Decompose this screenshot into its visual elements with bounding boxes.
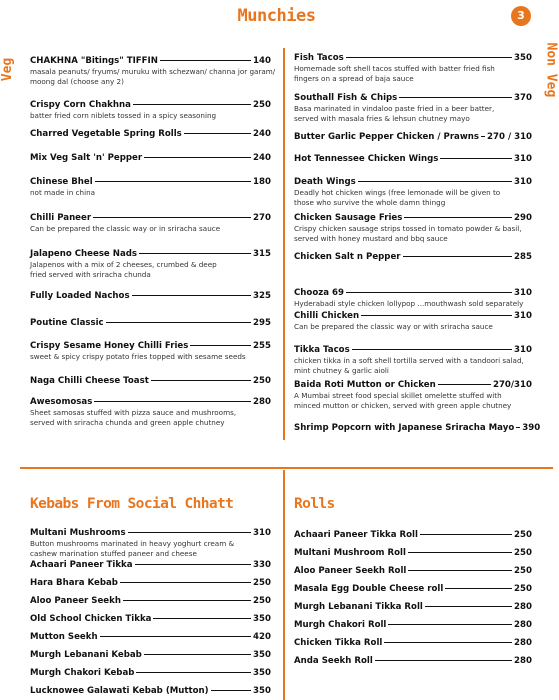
menu-item-description: Can be prepared the classic way or in sriracha sauce <box>30 224 221 233</box>
menu-item <box>294 154 532 164</box>
menu-item-description: cashew marination stuffed paneer and cheese <box>30 549 197 558</box>
leader-line <box>95 181 251 182</box>
menu-item-price: 250 <box>253 578 271 588</box>
menu-item-row <box>294 177 532 187</box>
leader-line <box>361 315 512 316</box>
menu-item-description: fried served with sriracha chunda <box>30 270 151 279</box>
menu-item <box>30 397 271 427</box>
menu-item-description: masala peanuts/ fryums/ muruku with schezwan/ channa jor garam/ <box>30 67 276 76</box>
menu-item-row <box>30 341 271 351</box>
menu-item-row <box>30 56 271 66</box>
menu-item-name: Multani Mushrooms <box>30 528 126 538</box>
menu-item-name: Chilli Chicken <box>294 311 360 321</box>
menu-item <box>30 341 271 361</box>
menu-item-row <box>294 213 532 223</box>
leader-line <box>184 133 251 134</box>
menu-item-name: Southall Fish & Chips <box>294 93 398 103</box>
kebabs-title: Kebabs From Social Chhatt <box>30 496 234 512</box>
menu-item <box>294 584 532 594</box>
menu-item <box>294 213 532 243</box>
menu-item-row <box>294 548 532 558</box>
menu-item-description: Homemade soft shell tacos stuffed with batter fried fish <box>294 64 495 73</box>
menu-item <box>30 291 271 301</box>
menu-item-description: batter fried corn niblets tossed in a spicy seasoning <box>30 111 217 120</box>
menu-item-price: 250 <box>253 596 271 606</box>
menu-item-name: Anda Seekh Roll <box>294 656 373 666</box>
menu-item-price: 250 <box>514 566 532 576</box>
menu-item-description: mint chutney & garlic aioli <box>294 366 389 375</box>
menu-item-description: sweet & spicy crispy potato fries topped with sesame seeds <box>30 352 246 361</box>
menu-item-row <box>30 614 271 624</box>
menu-item-name: Chilli Paneer <box>30 213 92 223</box>
menu-item-description: moong dal (choose any 2) <box>30 77 124 86</box>
menu-item-price: 325 <box>253 291 271 301</box>
veg-label: Veg <box>0 57 16 82</box>
menu-item-name: Murgh Chakori Kebab <box>30 668 135 678</box>
menu-item <box>294 423 541 433</box>
menu-item-price: 315 <box>253 249 271 259</box>
menu-item-name: Murgh Lebanani Kebab <box>30 650 142 660</box>
menu-item-price: 280 <box>514 620 532 630</box>
leader-line <box>408 570 512 571</box>
menu-item-price: 250 <box>253 100 271 110</box>
menu-item-name: Lucknowee Galawati Kebab (Mutton) <box>30 686 209 696</box>
menu-item-row <box>294 132 532 142</box>
leader-line <box>123 600 251 601</box>
menu-item <box>294 93 532 123</box>
menu-item-row <box>30 291 271 301</box>
nonveg-label: Non Veg <box>543 42 559 98</box>
menu-item-row <box>294 252 532 262</box>
menu-item-price: 270 <box>253 213 271 223</box>
menu-item <box>294 252 532 262</box>
leader-line <box>128 532 251 533</box>
menu-item-row <box>30 668 271 678</box>
menu-item <box>30 249 271 279</box>
menu-item-row <box>30 249 271 259</box>
menu-item-price: 290 <box>514 213 532 223</box>
menu-item-description: Hyderabadi style chicken lollypop ...mouthwash sold separately <box>294 299 524 308</box>
menu-item-price: 285 <box>514 252 532 262</box>
menu-item <box>30 528 271 558</box>
menu-item <box>30 56 276 86</box>
menu-item-row <box>294 566 532 576</box>
menu-item-row <box>30 578 271 588</box>
leader-line <box>160 60 251 61</box>
menu-item-name: Mix Veg Salt 'n' Pepper <box>30 153 143 163</box>
leader-line <box>132 295 251 296</box>
menu-item-row <box>30 100 271 110</box>
leader-line <box>346 57 512 58</box>
menu-item-row <box>30 596 271 606</box>
menu-item-row <box>30 153 271 163</box>
menu-item-name: Mutton Seekh <box>30 632 98 642</box>
menu-item <box>30 650 271 660</box>
leader-line <box>144 654 251 655</box>
menu-item-price: 295 <box>253 318 271 328</box>
menu-item-description: Can be prepared the classic way or with sriracha sauce <box>294 322 493 331</box>
menu-item-name: Fully Loaded Nachos <box>30 291 130 301</box>
menu-item-row <box>30 376 271 386</box>
leader-line <box>153 618 251 619</box>
menu-item <box>30 129 271 139</box>
menu-item-row <box>294 93 532 103</box>
menu-item-price: 280 <box>514 602 532 612</box>
leader-line <box>481 136 485 137</box>
leader-line <box>100 636 251 637</box>
menu-item-name: Aloo Paneer Seekh <box>30 596 121 606</box>
menu-item-row <box>30 650 271 660</box>
menu-item-row <box>294 380 532 390</box>
menu-item-price: 330 <box>253 560 271 570</box>
menu-item-row <box>30 686 271 696</box>
menu-item-price: 310 <box>514 154 532 164</box>
leader-line <box>93 217 251 218</box>
menu-item-price: 350 <box>253 686 271 696</box>
menu-item-name: Chicken Tikka Roll <box>294 638 383 648</box>
menu-item <box>294 380 532 410</box>
menu-item-name: Achaari Paneer Tikka <box>30 560 133 570</box>
menu-item-name: Chinese Bhel <box>30 177 93 187</box>
menu-item-price: 270/310 <box>492 380 532 390</box>
menu-item-price: 310 <box>514 177 532 187</box>
leader-line <box>438 384 491 385</box>
menu-item <box>30 686 271 696</box>
menu-item-price: 310 <box>253 528 271 538</box>
menu-item-row <box>294 602 532 612</box>
menu-item-price: 310 <box>514 345 532 355</box>
menu-item-price: 350 <box>253 650 271 660</box>
menu-item-name: Multani Mushroom Roll <box>294 548 406 558</box>
rolls-title: Rolls <box>294 496 335 512</box>
leader-line <box>403 256 513 257</box>
leader-line <box>211 690 251 691</box>
menu-item <box>30 100 271 120</box>
leader-line <box>399 97 512 98</box>
leader-line <box>384 642 512 643</box>
menu-item <box>30 668 271 678</box>
menu-item-description: A Mumbai street food special skillet omelette stuffed with <box>294 391 502 400</box>
menu-item-price: 280 <box>514 656 532 666</box>
menu-item-row <box>30 177 271 187</box>
leader-line <box>425 606 512 607</box>
menu-item-name: Death Wings <box>294 177 356 187</box>
leader-line <box>94 401 251 402</box>
menu-item-row <box>294 638 532 648</box>
menu-item-row <box>30 397 271 407</box>
menu-item-description: served with honey mustard and bbq sauce <box>294 234 448 243</box>
menu-item-price: 255 <box>253 341 271 351</box>
leader-line <box>440 158 512 159</box>
menu-item-name: Crispy Sesame Honey Chilli Fries <box>30 341 189 351</box>
menu-item-row <box>294 345 532 355</box>
menu-item-name: Poutine Classic <box>30 318 104 328</box>
menu-item <box>294 132 532 142</box>
menu-item-description: served with sriracha chunda and green apple chutney <box>30 418 225 427</box>
menu-item-name: Murgh Chakori Roll <box>294 620 387 630</box>
menu-item-row <box>294 530 532 540</box>
menu-item-price: 140 <box>253 56 271 66</box>
menu-item <box>30 596 271 606</box>
leader-line <box>375 660 512 661</box>
menu-item-name: Butter Garlic Pepper Chicken / Prawns <box>294 132 480 142</box>
menu-item-row <box>294 584 532 594</box>
leader-line <box>516 427 520 428</box>
menu-item-row <box>294 154 532 164</box>
menu-item-price: 250 <box>514 584 532 594</box>
menu-item-row <box>294 620 532 630</box>
menu-item <box>30 153 271 163</box>
page-title: Munchies <box>237 6 316 26</box>
menu-item-description: Crispy chicken sausage strips tossed in tomato powder & basil, <box>294 224 522 233</box>
top-column-divider <box>283 48 285 440</box>
menu-item-description: those who survive the whole damn thingg <box>294 198 446 207</box>
menu-item <box>30 318 271 328</box>
menu-item-row <box>294 53 532 63</box>
menu-item-name: Naga Chilli Cheese Toast <box>30 376 149 386</box>
menu-item-price: 350 <box>253 614 271 624</box>
leader-line <box>144 157 251 158</box>
leader-line <box>135 564 252 565</box>
menu-item-name: Masala Egg Double Cheese roll <box>294 584 444 594</box>
menu-item-price: 270 / 310 <box>487 132 533 142</box>
menu-item-price: 420 <box>253 632 271 642</box>
menu-item-row <box>294 288 532 298</box>
menu-item <box>30 614 271 624</box>
menu-item-price: 280 <box>253 397 271 407</box>
menu-item-name: Old School Chicken Tikka <box>30 614 152 624</box>
menu-item-price: 350 <box>253 668 271 678</box>
menu-item-row <box>30 560 271 570</box>
menu-item-name: Hot Tennessee Chicken Wings <box>294 154 439 164</box>
leader-line <box>420 534 512 535</box>
menu-item-description: served with masala fries & lehsun chutney mayo <box>294 114 470 123</box>
menu-item-price: 310 <box>514 288 532 298</box>
menu-item-description: chicken tikka in a soft shell tortilla served with a tandoori salad, <box>294 356 524 365</box>
menu-item-price: 390 <box>522 423 541 433</box>
menu-item <box>30 376 271 386</box>
menu-item-description: Jalapenos with a mix of 2 cheeses, crumbed & deep <box>30 260 217 269</box>
menu-item-name: Aloo Paneer Seekh Roll <box>294 566 407 576</box>
menu-item-row <box>294 311 532 321</box>
menu-item <box>294 177 532 207</box>
menu-item-description: Button mushrooms marinated in heavy yoghurt cream & <box>30 539 235 548</box>
menu-item <box>294 566 532 576</box>
menu-item-description: Basa marinated in vindaloo paste fried in a beer batter, <box>294 104 495 113</box>
menu-item-name: CHAKHNA "Bitings" TIFFIN <box>30 56 158 66</box>
menu-item-name: Chooza 69 <box>294 288 344 298</box>
menu-item <box>294 620 532 630</box>
menu-item-price: 240 <box>253 129 271 139</box>
menu-item-description: minced mutton or chicken, served with green apple chutney <box>294 401 512 410</box>
menu-item-price: 310 <box>514 311 532 321</box>
menu-item-name: Shrimp Popcorn with Japanese Sriracha Mayo <box>294 423 515 433</box>
leader-line <box>106 322 251 323</box>
menu-item-description: fingers on a spread of baja sauce <box>294 74 414 83</box>
menu-item-name: Tikka Tacos <box>294 345 350 355</box>
menu-item <box>294 548 532 558</box>
menu-item-row <box>30 129 271 139</box>
menu-item-name: Baida Roti Mutton or Chicken <box>294 380 436 390</box>
menu-item <box>294 345 532 375</box>
menu-item-name: Awesomosas <box>30 397 93 407</box>
leader-line <box>151 380 251 381</box>
menu-item-row <box>30 318 271 328</box>
leader-line <box>445 588 512 589</box>
menu-item-name: Crispy Corn Chakhna <box>30 100 131 110</box>
leader-line <box>408 552 512 553</box>
menu-item-description: not made in china <box>30 188 96 197</box>
leader-line <box>190 345 251 346</box>
leader-line <box>404 217 512 218</box>
menu-item <box>294 530 532 540</box>
leader-line <box>352 349 512 350</box>
menu-item <box>294 53 532 83</box>
leader-line <box>346 292 512 293</box>
menu-item <box>294 638 532 648</box>
menu-item-price: 350 <box>514 53 532 63</box>
menu-item-row <box>30 213 271 223</box>
menu-item-name: Charred Vegetable Spring Rolls <box>30 129 182 139</box>
menu-item-row <box>294 423 541 433</box>
leader-line <box>120 582 251 583</box>
menu-item-price: 180 <box>253 177 271 187</box>
section-divider <box>20 467 553 469</box>
leader-line <box>388 624 512 625</box>
bottom-column-divider <box>283 470 285 700</box>
leader-line <box>139 253 251 254</box>
menu-item-price: 240 <box>253 153 271 163</box>
menu-item <box>30 560 271 570</box>
menu-item-price: 250 <box>514 548 532 558</box>
menu-item-description: Deadly hot chicken wings (free lemonade will be given to <box>294 188 501 197</box>
leader-line <box>136 672 251 673</box>
menu-item-price: 250 <box>253 376 271 386</box>
leader-line <box>358 181 512 182</box>
menu-item-name: Jalapeno Cheese Nads <box>30 249 138 259</box>
menu-item <box>30 632 271 642</box>
menu-item-name: Murgh Lebanani Tikka Roll <box>294 602 423 612</box>
menu-item <box>294 656 532 666</box>
menu-item-name: Chicken Salt n Pepper <box>294 252 401 262</box>
menu-item <box>30 578 271 588</box>
menu-item-row <box>294 656 532 666</box>
menu-item <box>294 311 532 331</box>
menu-item <box>30 177 271 197</box>
page-number-badge: 3 <box>511 6 531 26</box>
menu-item <box>294 288 532 308</box>
menu-item-name: Hara Bhara Kebab <box>30 578 118 588</box>
menu-item-name: Fish Tacos <box>294 53 344 63</box>
menu-item <box>294 602 532 612</box>
menu-item-price: 370 <box>514 93 532 103</box>
menu-item-price: 250 <box>514 530 532 540</box>
menu-item-row <box>30 632 271 642</box>
menu-item-price: 280 <box>514 638 532 648</box>
menu-item <box>30 213 271 233</box>
menu-item-name: Achaari Paneer Tikka Roll <box>294 530 418 540</box>
menu-item-row <box>30 528 271 538</box>
leader-line <box>133 104 251 105</box>
menu-item-description: Sheet samosas stuffed with pizza sauce and mushrooms, <box>30 408 237 417</box>
menu-item-name: Chicken Sausage Fries <box>294 213 403 223</box>
